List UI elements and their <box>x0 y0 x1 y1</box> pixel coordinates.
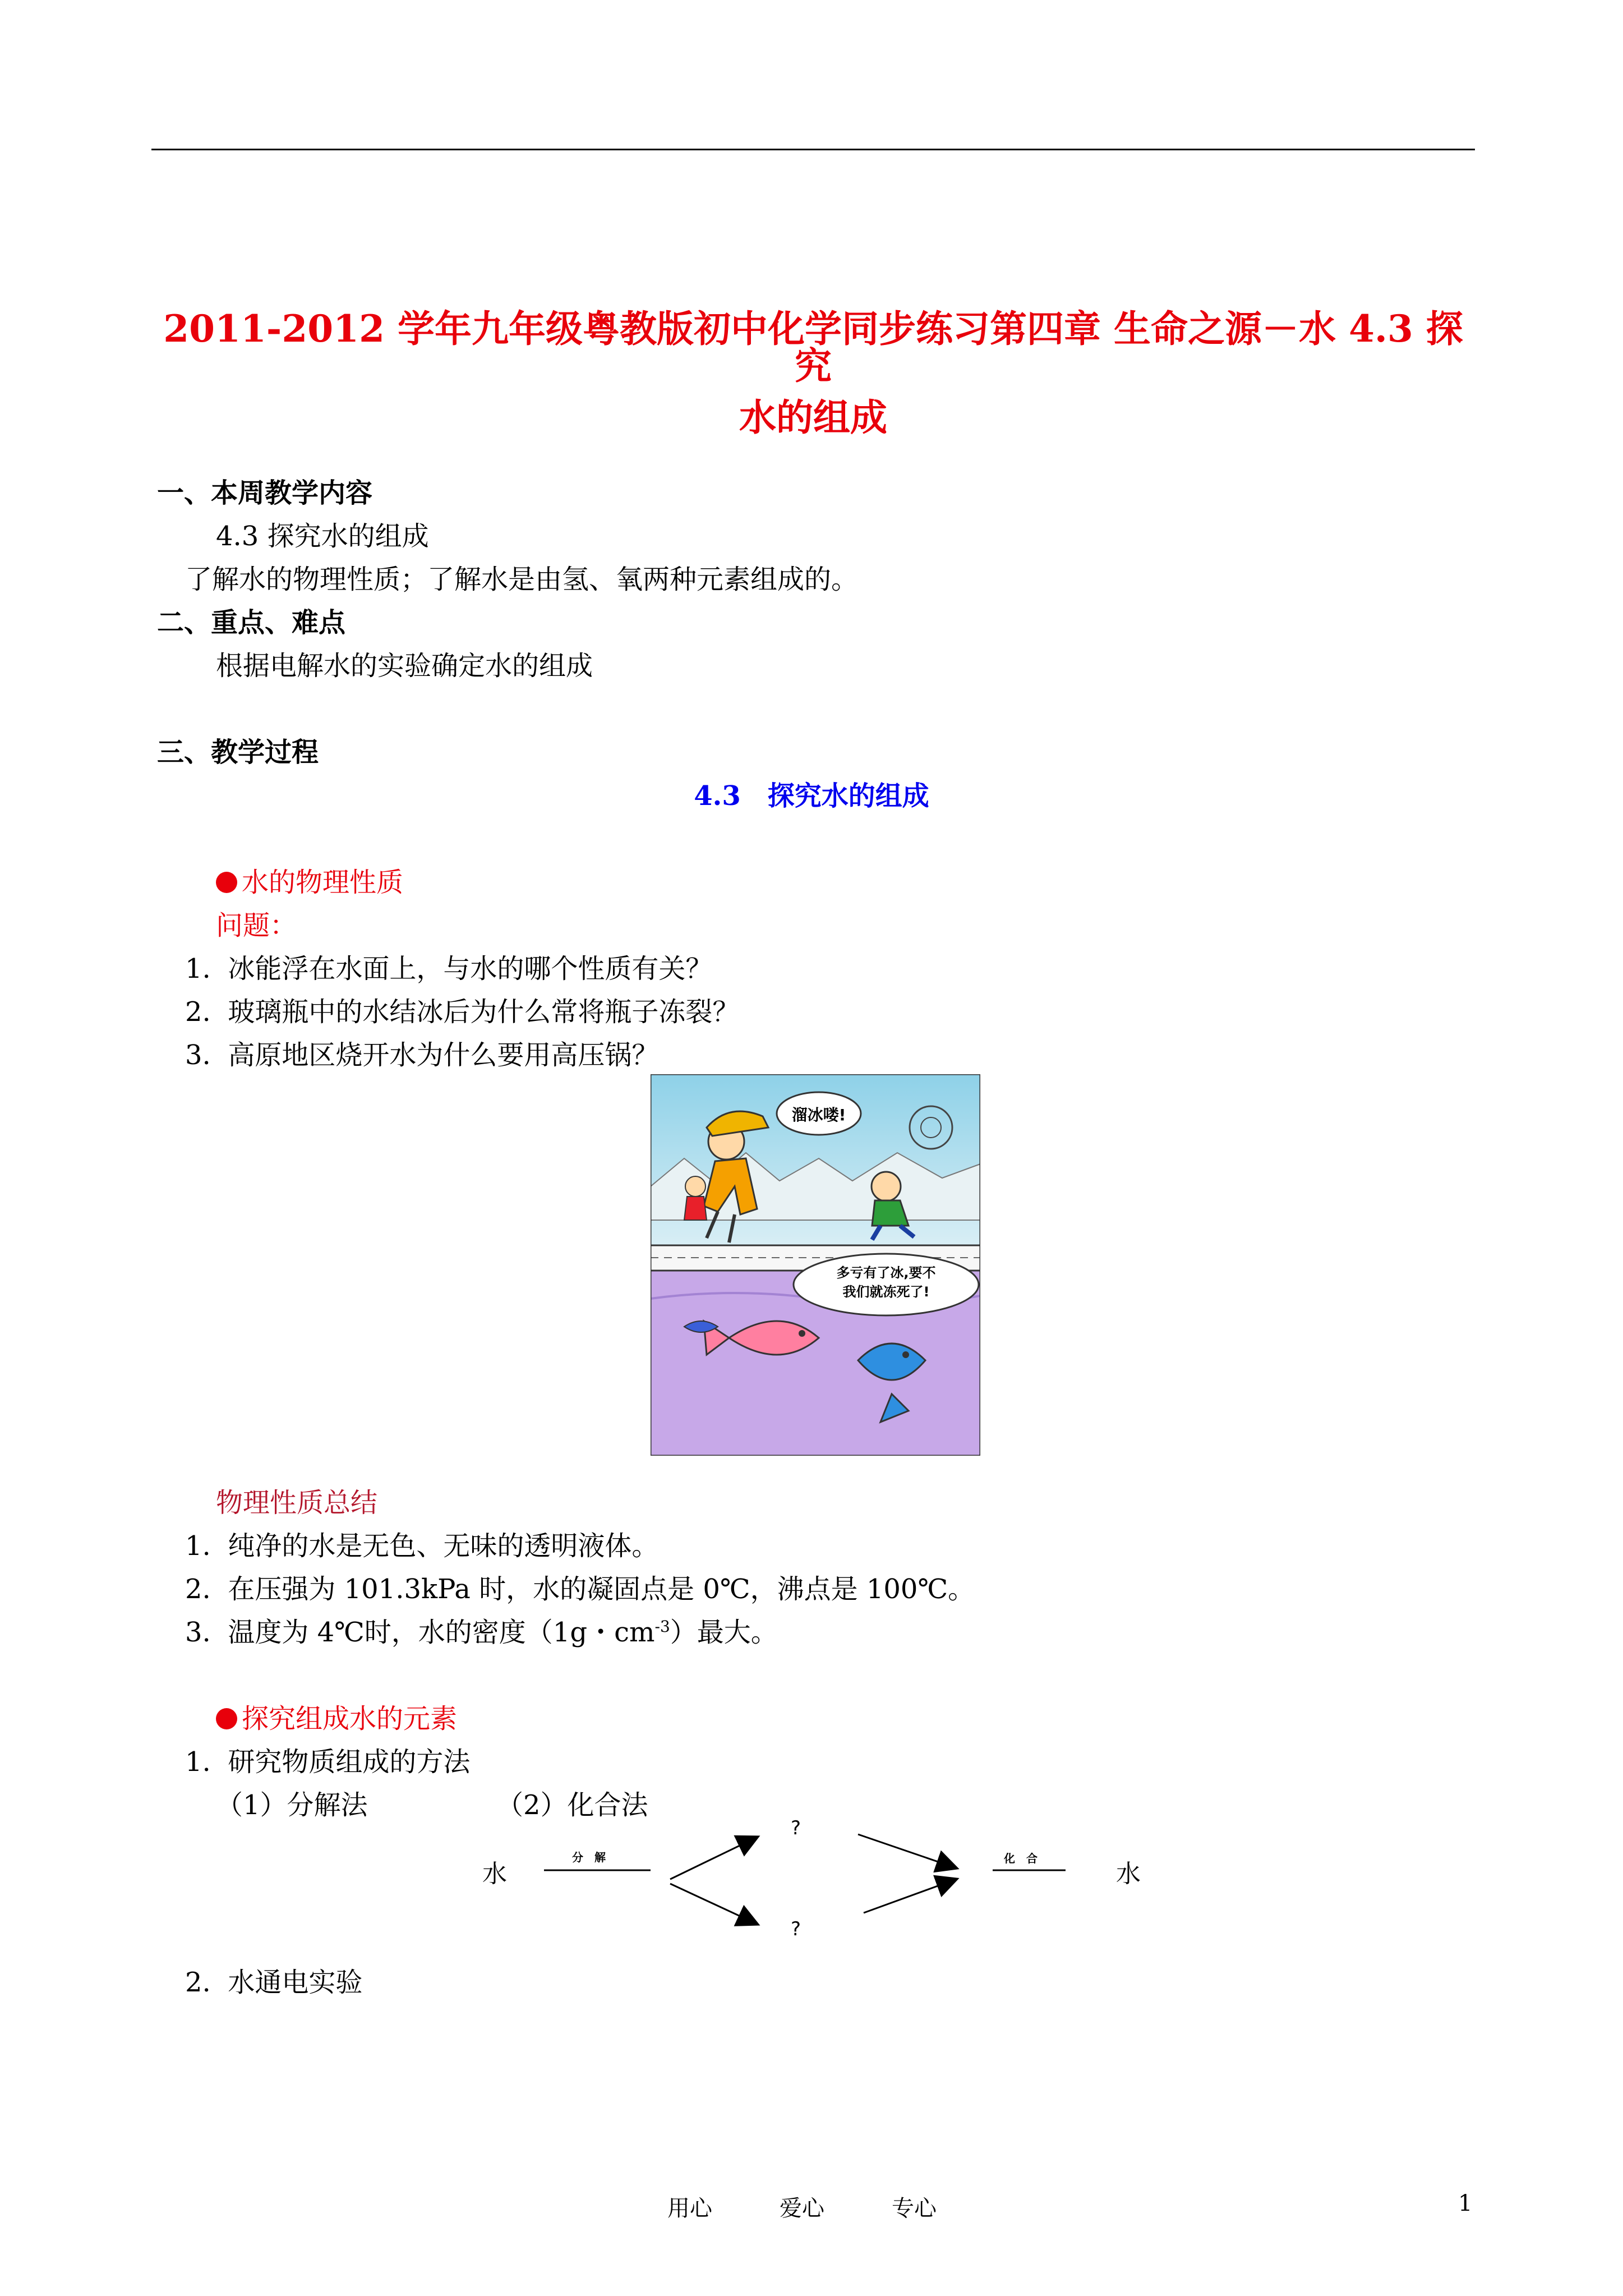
summary-text-end: ）最大。 <box>670 1617 778 1648</box>
section2-content: 根据电解水的实验确定水的组成 <box>216 650 593 682</box>
elements-item-1 <box>185 1740 470 1779</box>
physical-heading-text: 水的物理性质 <box>242 867 404 898</box>
combine-label: 化 合 <box>1004 1852 1038 1865</box>
summary-text: 纯净的水是无色、无味的透明液体。 <box>228 1530 659 1562</box>
decompose-label: 分 解 <box>572 1851 606 1864</box>
method-1: （1）分解法 <box>216 1789 368 1821</box>
arrow-combine-top <box>858 1834 956 1868</box>
q-top: ? <box>791 1818 801 1839</box>
elements-heading <box>216 1697 457 1736</box>
summary-num: 1. <box>185 1530 211 1562</box>
elements-item-2 <box>185 1961 362 1999</box>
page-title-line1: 2011-2012 学年九年级粤教版初中化学同步练习第四章 生命之源－水 4.3 探究 <box>163 307 1463 388</box>
section1-heading: 一、本周教学内容 <box>157 477 373 509</box>
question-item-1 <box>185 947 712 986</box>
bubble1-text: 溜冰喽! <box>791 1106 846 1124</box>
question-num: 2. <box>185 996 211 1028</box>
section3-heading: 三、教学过程 <box>157 737 319 768</box>
water-left-label: 水 <box>482 1860 507 1888</box>
section1-topic: 4.3 探究水的组成 <box>216 521 429 552</box>
bubble2-line2: 我们就冻死了! <box>842 1284 930 1300</box>
question-item-2 <box>185 990 739 1029</box>
item-text: 水通电实验 <box>228 1967 363 1998</box>
question-num: 1. <box>185 953 211 984</box>
question-text: 冰能浮在水面上，与水的哪个性质有关？ <box>228 953 713 984</box>
header-rule <box>151 149 1475 150</box>
question-label: 问题： <box>216 910 297 941</box>
footer-motto: 用心 爱心 专心 <box>667 2196 937 2221</box>
summary-item-2 <box>185 1567 975 1606</box>
item-text: 研究物质组成的方法 <box>228 1746 471 1778</box>
question-text: 玻璃瓶中的水结冰后为什么常将瓶子冻裂？ <box>228 996 740 1028</box>
red-bullet-icon <box>216 1708 237 1729</box>
physical-heading <box>216 861 403 899</box>
red-bullet-icon <box>216 872 237 893</box>
method-diagram <box>460 1818 1189 1952</box>
arrow-down <box>670 1884 757 1924</box>
section1-desc: 了解水的物理性质；了解水是由氢、氧两种元素组成的。 <box>185 564 859 595</box>
summary-text: 温度为 4℃时，水的密度（1g・cm <box>228 1617 655 1648</box>
bubble2-line1: 多亏有了冰,要不 <box>836 1265 936 1281</box>
water-right-label: 水 <box>1116 1860 1141 1888</box>
elements-heading-text: 探究组成水的元素 <box>242 1703 458 1734</box>
summary-num: 3. <box>185 1617 211 1648</box>
arrow-up <box>670 1837 757 1879</box>
arrow-combine-bottom <box>864 1879 956 1913</box>
summary-item-3 <box>185 1611 778 1649</box>
question-num: 3. <box>185 1039 211 1071</box>
summary-label: 物理性质总结 <box>216 1487 378 1519</box>
superscript: -3 <box>654 1617 670 1636</box>
q-bottom: ? <box>791 1918 801 1940</box>
question-text: 高原地区烧开水为什么要用高压锅？ <box>228 1039 659 1071</box>
item-num: 1. <box>185 1746 211 1778</box>
section3-subtitle: 4.3 探究水的组成 <box>694 780 929 812</box>
page-number: 1 <box>1458 2191 1473 2216</box>
summary-item-1 <box>185 1524 658 1563</box>
item-num: 2. <box>185 1967 211 1998</box>
section2-heading: 二、重点、难点 <box>157 607 346 638</box>
page-title-line2: 水的组成 <box>739 395 887 439</box>
method-2: （2）化合法 <box>496 1789 648 1821</box>
summary-text: 在压强为 101.3kPa 时，水的凝固点是 0℃，沸点是 100℃。 <box>228 1573 975 1605</box>
question-item-3 <box>185 1033 658 1072</box>
ice-skating-cartoon <box>651 1074 980 1456</box>
summary-num: 2. <box>185 1573 211 1605</box>
